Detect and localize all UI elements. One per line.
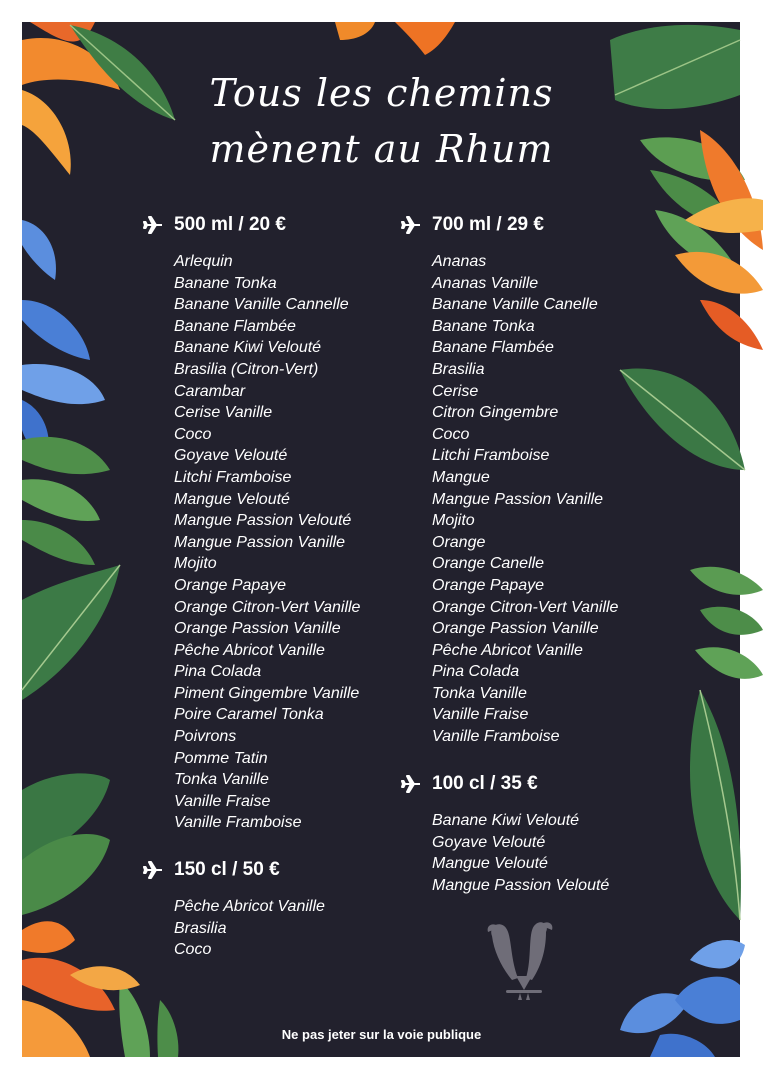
section-heading-label: 500 ml / 20 € xyxy=(174,214,286,235)
flavor-item: Brasilia xyxy=(432,360,485,378)
flavor-item: Banane Vanille Cannelle xyxy=(174,296,349,314)
flavor-item: Cerise Vanille xyxy=(174,404,273,422)
section-heading xyxy=(401,211,618,239)
flavor-item: Vanille Fraise xyxy=(432,706,529,724)
flavor-item: Mangue Passion Vanille xyxy=(432,490,604,508)
flavor-item: Orange Citron-Vert Vanille xyxy=(174,598,361,616)
flavor-item: Banane Kiwi Velouté xyxy=(432,812,580,829)
flavor-item: Coco xyxy=(174,941,212,959)
flavor-item: Ananas Vanille xyxy=(432,274,539,292)
flavor-list xyxy=(174,896,325,961)
flavor-item: Pêche Abricot Vanille xyxy=(174,898,325,915)
section-150cl xyxy=(143,856,325,961)
flavor-item: Tonka Vanille xyxy=(432,684,527,702)
flavor-item: Banane Flambée xyxy=(432,339,554,357)
footer-notice: Ne pas jeter sur la voie publique xyxy=(281,1027,482,1042)
flavor-item: Orange Citron-Vert Vanille xyxy=(432,598,619,616)
flavor-item: Orange Papaye xyxy=(174,576,287,594)
airplane-icon xyxy=(401,215,421,235)
section-heading-label: 150 cl / 50 € xyxy=(174,859,280,880)
parrots-logo-icon xyxy=(478,918,570,1000)
flavor-item: Mangue Passion Vanille xyxy=(174,533,346,551)
flavor-item: Mojito xyxy=(432,512,475,530)
flavor-item: Pêche Abricot Vanille xyxy=(432,641,583,659)
section-100cl xyxy=(401,770,609,896)
flavor-list xyxy=(174,251,360,834)
flavor-item: Ananas xyxy=(432,253,487,270)
flavor-item: Mangue Passion Velouté xyxy=(432,876,610,894)
flavor-item: Litchi Framboise xyxy=(432,447,550,465)
flavor-item: Coco xyxy=(174,425,212,443)
section-heading-label: 700 ml / 29 € xyxy=(432,214,544,235)
flavor-item: Banane Kiwi Velouté xyxy=(174,339,322,357)
flavor-item: Orange Papaye xyxy=(432,576,545,594)
flavor-list xyxy=(432,251,618,748)
flavor-item: Piment Gingembre Vanille xyxy=(174,684,360,702)
flavor-item: Mangue Velouté xyxy=(432,855,548,873)
flavor-item: Litchi Framboise xyxy=(174,468,292,486)
flavor-list xyxy=(432,810,609,896)
flavor-item: Orange xyxy=(432,533,486,551)
flavor-item: Orange Passion Vanille xyxy=(432,620,599,638)
flavor-item: Mojito xyxy=(174,555,217,573)
flavor-item: Poire Caramel Tonka xyxy=(174,706,324,724)
flavor-item: Goyave Velouté xyxy=(174,447,288,465)
title-line-1: Tous les chemins xyxy=(209,71,554,115)
flavor-item: Arlequin xyxy=(174,253,233,270)
flavor-item: Brasilia (Citron-Vert) xyxy=(174,360,319,378)
flavor-item: Pêche Abricot Vanille xyxy=(174,641,325,659)
flavor-item: Banane Flambée xyxy=(174,317,296,335)
flavor-item: Goyave Velouté xyxy=(432,833,546,851)
section-heading-label: 100 cl / 35 € xyxy=(432,773,538,794)
flavor-item: Pomme Tatin xyxy=(174,749,268,767)
section-heading xyxy=(401,770,609,798)
flavor-item: Coco xyxy=(432,425,470,443)
flavor-item: Banane Tonka xyxy=(174,274,277,292)
section-500ml xyxy=(143,211,360,834)
flavor-item: Vanille Framboise xyxy=(432,728,560,746)
flavor-item: Banane Vanille Canelle xyxy=(432,296,598,314)
flavor-item: Mangue Velouté xyxy=(174,490,290,508)
flavor-item: Vanille Fraise xyxy=(174,792,271,810)
flavor-item: Banane Tonka xyxy=(432,317,535,335)
flavor-item: Tonka Vanille xyxy=(174,771,269,789)
title-line-2: mènent au Rhum xyxy=(209,127,554,171)
flavor-item: Mangue xyxy=(432,468,490,486)
airplane-icon xyxy=(143,860,163,880)
flavor-item: Pina Colada xyxy=(432,663,520,681)
flavor-item: Carambar xyxy=(174,382,246,400)
flavor-item: Cerise xyxy=(432,382,479,400)
airplane-icon xyxy=(143,215,163,235)
flavor-item: Pina Colada xyxy=(174,663,262,681)
section-heading xyxy=(143,856,325,884)
flavor-item: Citron Gingembre xyxy=(432,404,559,422)
section-heading xyxy=(143,211,360,239)
flavor-item: Orange Passion Vanille xyxy=(174,620,341,638)
flavor-item: Poivrons xyxy=(174,728,237,746)
airplane-icon xyxy=(401,774,421,794)
flavor-item: Brasilia xyxy=(174,919,227,937)
section-700ml xyxy=(401,211,618,748)
flavor-item: Mangue Passion Velouté xyxy=(174,512,352,530)
flavor-item: Orange Canelle xyxy=(432,555,545,573)
flavor-item: Vanille Framboise xyxy=(174,814,302,832)
